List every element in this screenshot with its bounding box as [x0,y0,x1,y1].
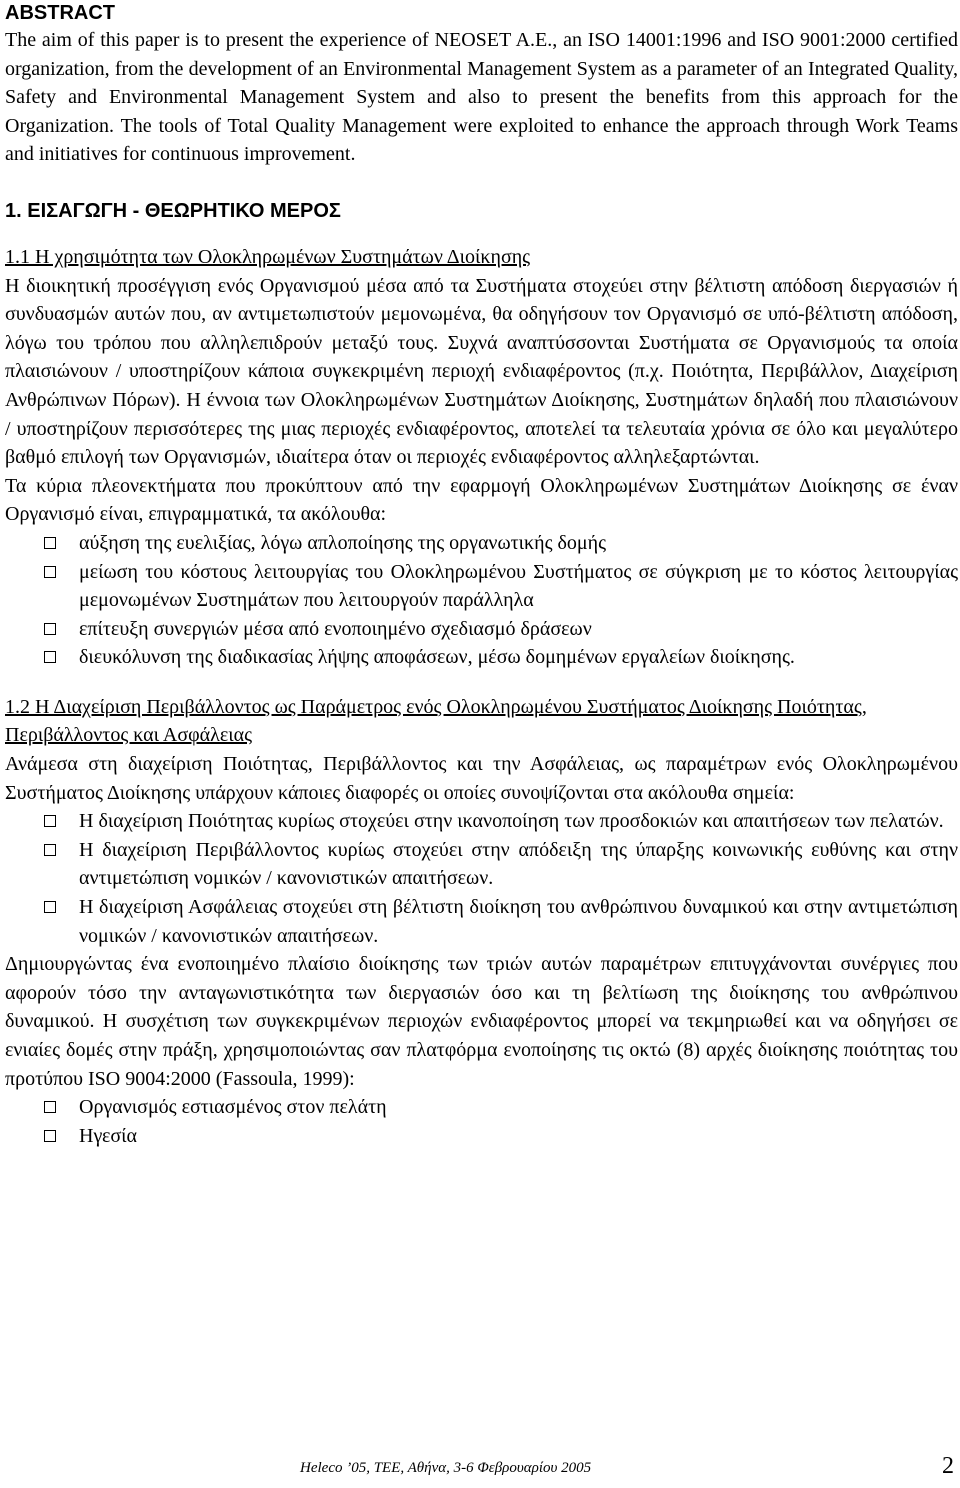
checkbox-bullet-icon [44,901,56,913]
list-item [5,558,958,615]
list-item [5,1093,958,1122]
subsection-1-1-paragraph-2: Τα κύρια πλεονεκτήματα που προκύπτουν από την εφαρμογή Ολοκληρωμένων Συστημάτων Διοίκησης σε έναν Οργανισμό είναι, επιγραμματικά, τα ακόλουθα: [5,474,958,526]
footer-text: Heleco ’05, ΤΕΕ, Αθήνα, 3-6 Φεβρουαρίου 2005 [300,1460,592,1476]
spacer [5,672,958,693]
list-item [5,529,958,558]
list-item [5,1122,958,1151]
subsection-1-2-paragraph-1: Ανάμεσα στη διαχείριση Ποιότητας, Περιβάλλοντος και την Ασφάλειας, ως παραμέτρων ενός Ολοκληρωμένου Συστήματος Διοίκησης υπάρχουν κάποιες διαφορές οι οποίες συνοψίζονται στα ακόλουθα σημεία: [5,753,958,804]
page-number: 2 [942,1453,954,1479]
list-item [5,807,958,836]
list-item [5,836,958,893]
list-item-text: επίτευξη συνεργιών μέσα από ενοποιημένο σχεδιασμό δράσεων [79,617,592,640]
list-item-text: διευκόλυνση της διαδικασίας λήψης αποφάσεων, μέσω δομημένων εργαλείων διοίκησης. [79,646,795,669]
list-item-text: αύξηση της ευελιξίας, λόγω απλοποίησης της οργανωτικής δομής [79,531,607,554]
abstract-text: The aim of this paper is to present the experience of NEOSET A.E., an ISO 14001:1996 and ISO 9001:2000 certified organization, from the development of an Environmental Management System as a parameter of an Integrated Quality, Safety and Environmental Management System and also to present the benefits from this approach for the Organization. The tools of Total Quality Management were exploited to enhance the approach through Work Teams and initiatives for continuous improvement. [5,29,958,166]
checkbox-bullet-icon [44,1130,56,1142]
subsection-1-2-title: 1.2 Η Διαχείριση Περιβάλλοντος ως Παράμετρος ενός Ολοκληρωμένου Συστήματος Διοίκησης Ποιότητας, Περιβάλλοντος και Ασφάλειας [5,695,867,747]
checkbox-bullet-icon [44,651,56,663]
list-item-text: Οργανισμός εστιασμένος στον πελάτη [79,1096,387,1119]
differences-list [5,807,958,950]
list-item [5,643,958,672]
checkbox-bullet-icon [44,815,56,827]
principles-list [5,1093,958,1150]
list-item-text: Η διαχείριση Ποιότητας κυρίως στοχεύει στην ικανοποίηση των προσδοκιών και απαιτήσεων των πελατών. [79,810,944,833]
document-page [5,0,958,1150]
checkbox-bullet-icon [44,623,56,635]
list-item-text: Η διαχείριση Περιβάλλοντος κυρίως στοχεύει στην απόδειξη της ύπαρξης κοινωνικής ευθύνης και στην αντιμετώπιση νομικών / κανονιστικών απαιτήσεων. [79,838,958,890]
list-item-text: μείωση του κόστους λειτουργίας του Ολοκληρωμένου Συστήματος σε σύγκριση με το κόστος λειτουργίας μεμονωμένων Συστημάτων που λειτουργούν παράλληλα [79,560,958,612]
checkbox-bullet-icon [44,537,56,549]
subsection-1-2-paragraph-2: Δημιουργώντας ένα ενοποιημένο πλαίσιο διοίκησης των τριών αυτών παραμέτρων επιτυγχάνονται συνέργιες που αφορούν τόσο την ανταγωνιστικότητα των διεργασιών όσο και τη βελτίωση της διοίκησης του ανθρώπινου δυναμικού. Η συσχέτιση των συγκεκριμένων περιοχών ενδιαφέροντος μπορεί να τεκμηριωθεί και να οδηγήσει σε ενιαίες δομές στην πράξη, χρησιμοποιώντας σαν πλατφόρμα ενοποίησης τις οκτώ (8) αρχές διοίκησης ποιότητας του προτύπου ISO 9004:2000 (Fassoula, 1999): [5,953,958,1090]
section-heading: 1. ΕΙΣΑΓΩΓΗ - ΘΕΩΡΗΤΙΚΟ ΜΕΡΟΣ [5,199,341,222]
page-footer [0,1452,960,1488]
subsection-1-1-title: 1.1 Η χρησιμότητα των Ολοκληρωμένων Συστημάτων Διοίκησης [5,245,531,268]
list-item [5,615,958,644]
list-item-text: Η διαχείριση Ασφάλειας στοχεύει στη βέλτιστη διοίκηση του ανθρώπινου δυναμικού και στην αντιμετώπιση νομικών / κανονιστικών απαιτήσεων. [79,896,958,947]
checkbox-bullet-icon [44,1101,56,1113]
advantages-list [5,529,958,672]
checkbox-bullet-icon [44,844,56,856]
checkbox-bullet-icon [44,566,56,578]
list-item-text: Ηγεσία [79,1124,137,1147]
subsection-1-1-paragraph-1: Η διοικητική προσέγγιση ενός Οργανισμού μέσα από τα Συστήματα στοχεύει στην βέλτιστη απόδοση διεργασιών ή συνδυασμών αυτών που, αν αντιμετωπιστούν μεμονωμένα, θα οδηγήσουν τον Οργανισμό σε υπό-βέλτιστη απόδοση, λόγω του τρόπου που αλληλεπιδρούν μεταξύ τους. Συχνά αναπτύσσονται Συστήματα σε Οργανισμούς τα οποία πλαισιώνουν / υποστηρίζουν κάποια συγκεκριμένη περιοχή ενδιαφέροντος (π.χ. Ποιότητα, Περιβάλλον, Διαχείριση Ανθρώπινων Πόρων). Η έννοια των Ολοκληρωμένων Συστημάτων Διοίκησης, Συστημάτων δηλαδή που πλαισιώνουν / υποστηρίζουν περισσότερες της μιας περιοχές ενδιαφέροντος, αποτελεί τα τελευταία χρόνια σε όλο και μεγαλύτερο βαθμό επιλογή των Οργανισμών, ιδιαίτερα όταν οι περιοχές ενδιαφέροντος αλληλεξαρτώνται. [5,274,958,469]
abstract-heading: ABSTRACT [5,2,115,24]
list-item [5,893,958,950]
